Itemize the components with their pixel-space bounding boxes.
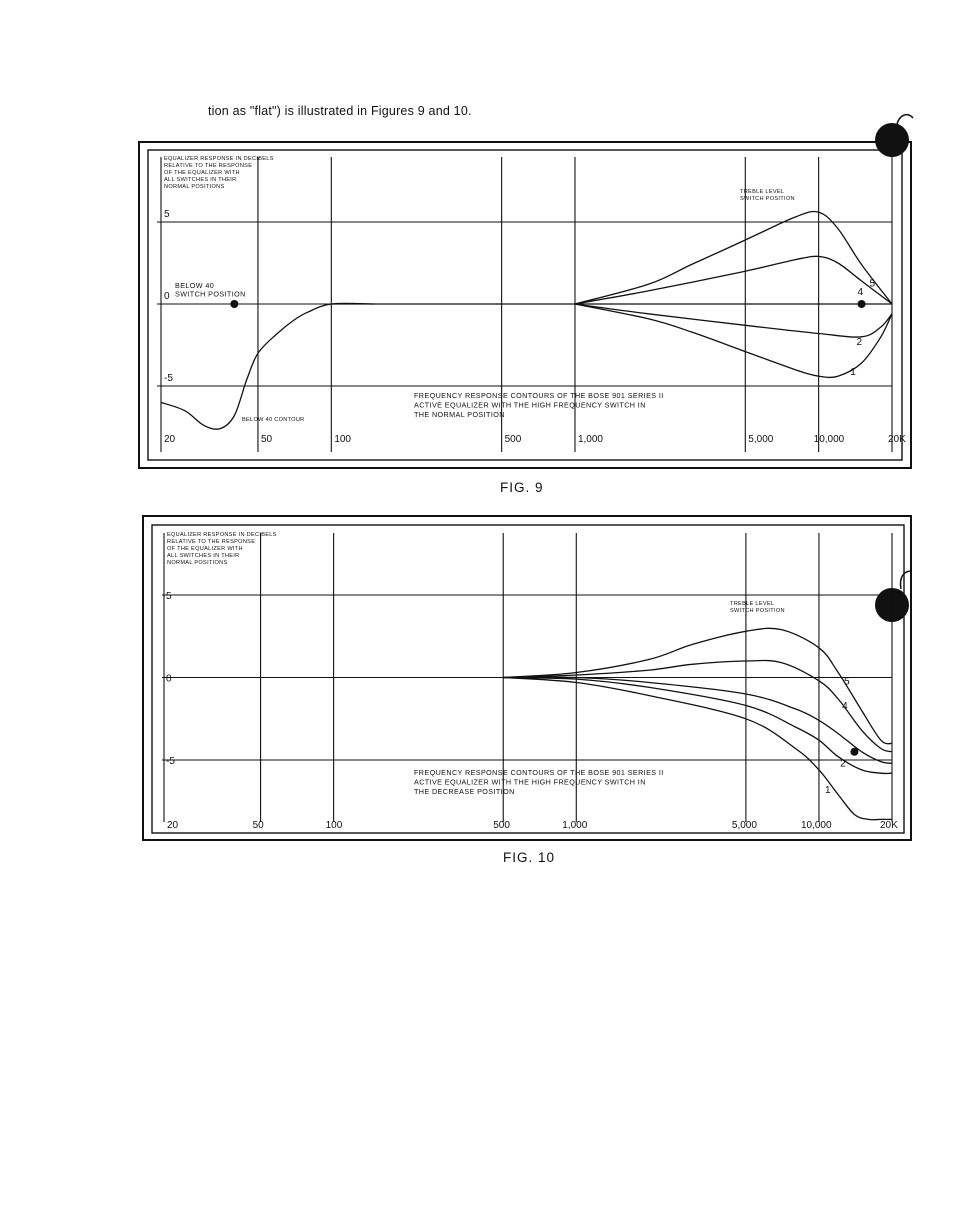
fig10-note-line: FREQUENCY RESPONSE CONTOURS OF THE BOSE 901 SERIES II: [414, 768, 664, 777]
fig10-x-tick-label: 20: [167, 820, 179, 831]
fig9-note-line: FREQUENCY RESPONSE CONTOURS OF THE BOSE 901 SERIES II: [414, 391, 664, 400]
fig9-y-tick-label: -5: [164, 373, 173, 384]
fig10-series-line-3: [503, 677, 892, 763]
fig10-note-line: ACTIVE EQUALIZER WITH THE HIGH FREQUENCY SWITCH IN: [414, 777, 646, 787]
fig9-x-tick-label: 50: [260, 434, 273, 445]
fig9-x-tick-label: 5,000: [748, 434, 774, 445]
fig9-x-tick-label: 500: [504, 434, 522, 445]
fig9-series-label-5: 5: [869, 278, 876, 290]
fig9-below40-switch-label: BELOW 40: [175, 281, 215, 290]
fig9-note-line: ACTIVE EQUALIZER WITH THE HIGH FREQUENCY SWITCH IN: [414, 400, 646, 410]
fig9-x-tick-label: 20K: [888, 434, 906, 445]
fig9-below40-switch-label: SWITCH POSITION: [175, 289, 246, 299]
fig10-series-label-2: 2: [840, 758, 846, 770]
fig10-series-label-1: 1: [824, 784, 831, 796]
fig9-ylabel-line: ALL SWITCHES IN THEIR: [164, 177, 237, 183]
fig10-series-label-4: 4: [842, 700, 848, 712]
fig10-x-tick-label: 50: [252, 820, 264, 831]
fig9-ylabel-line: EQUALIZER RESPONSE IN DECIBELS: [164, 156, 274, 162]
fig9-x-tick-label: 20: [164, 434, 176, 445]
fig9-ylabel-line: RELATIVE TO THE RESPONSE: [164, 163, 253, 169]
fig9-caption: FIG. 9: [500, 480, 544, 495]
fig10-y-tick-label: 5: [166, 591, 172, 602]
fig10-x-tick-label: 100: [325, 820, 343, 831]
fig10-series-label-5: 5: [844, 676, 850, 688]
fig9-treble-label: TREBLE LEVEL: [740, 189, 785, 195]
fig10-x-tick-label: 500: [493, 820, 510, 831]
fig9-y-tick-label: 0: [164, 291, 170, 302]
fig9-y-tick-label: 5: [164, 209, 170, 220]
fig9-series-label-4: 4: [857, 287, 864, 299]
fig10-y-tick-label: 0: [166, 673, 172, 685]
fig10-series-line-2: [503, 678, 892, 774]
fig10-ylabel-line: EQUALIZER RESPONSE IN DECIBELS: [167, 532, 277, 538]
fig10-ylabel-line: OF THE EQUALIZER WITH: [167, 546, 243, 552]
fig10-switch-marker: [850, 748, 858, 756]
fig10-ylabel-line: NORMAL POSITIONS: [167, 560, 228, 566]
fig9-series-label-1: 1: [850, 367, 856, 379]
fig10-x-tick-label: 20K: [880, 820, 898, 831]
fig9-note-line: THE NORMAL POSITION: [414, 410, 505, 419]
fig10-ylabel-line: RELATIVE TO THE RESPONSE: [167, 539, 256, 545]
fig10-x-tick-label: 1,000: [562, 820, 588, 831]
fig10-caption: FIG. 10: [503, 850, 556, 865]
fig9-ylabel-line: OF THE EQUALIZER WITH: [164, 170, 240, 176]
fig9-series-label-2: 2: [856, 336, 863, 348]
fig10-treble-label: TREBLE LEVEL: [730, 601, 775, 607]
fig9-ylabel-line: NORMAL POSITIONS: [164, 184, 225, 190]
fig10-y-tick-label: -5: [166, 756, 175, 767]
fig9-x-tick-label: 10,000: [813, 434, 845, 445]
fig9-below40-contour-label: BELOW 40 CONTOUR: [242, 417, 305, 423]
fig10-binding-hole-stem: [900, 571, 910, 589]
fig10-series-line-1: [503, 678, 892, 820]
fig10-note-line: THE DECREASE POSITION: [414, 787, 515, 796]
intro-text: tion as "flat") is illustrated in Figures 9 and 10.: [208, 104, 472, 118]
fig9-treble-label: SWITCH POSITION: [740, 196, 795, 202]
fig9-x-tick-label: 1,000: [577, 434, 604, 445]
fig10-x-tick-label: 5,000: [731, 820, 757, 831]
fig9-x-tick-label: 100: [334, 434, 352, 445]
fig10-series-line-5: [503, 628, 892, 743]
fig10-x-tick-label: 10,000: [800, 820, 832, 831]
fig10-ylabel-line: ALL SWITCHES IN THEIR: [167, 553, 240, 559]
fig10-treble-label: SWITCH POSITION: [730, 608, 785, 614]
